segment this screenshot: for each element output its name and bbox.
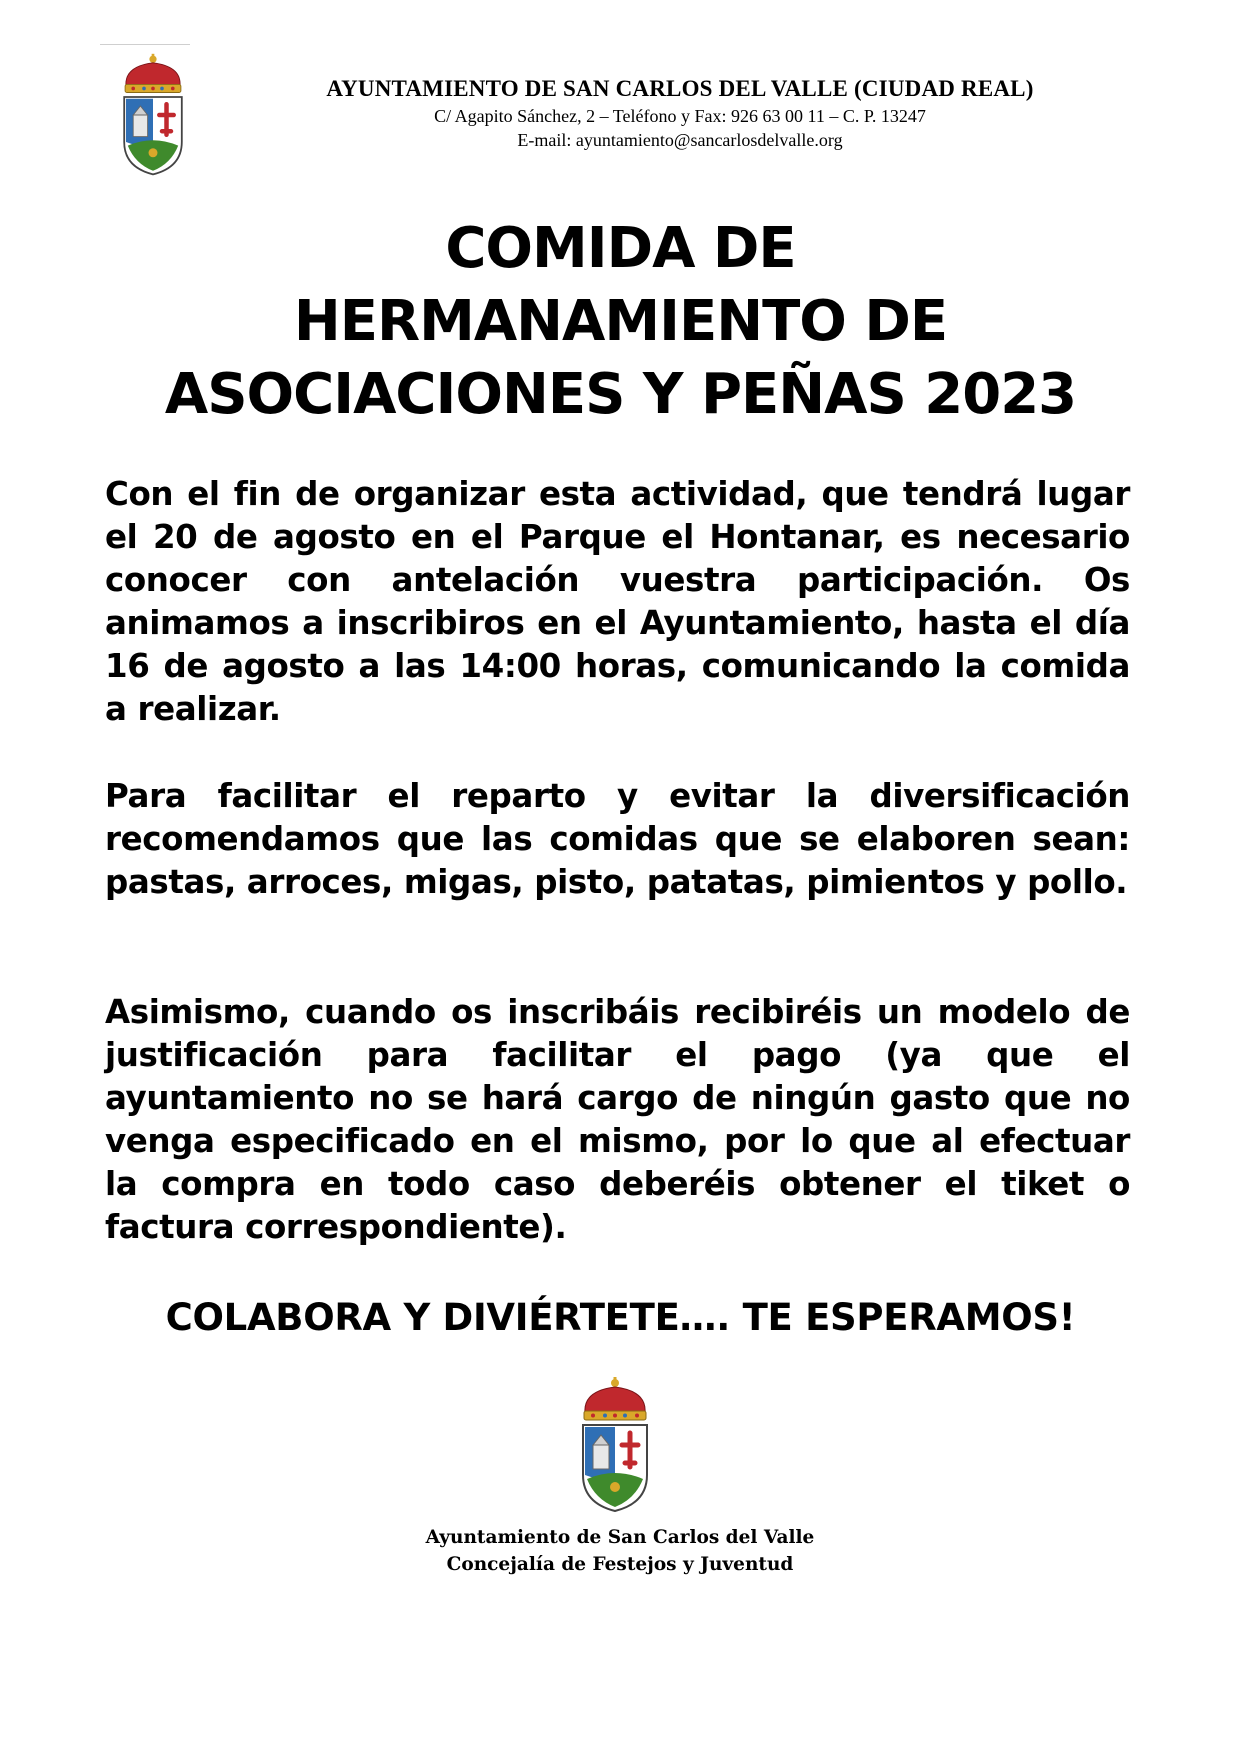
page-title — [80, 212, 1161, 431]
letterhead-title: AYUNTAMIENTO DE SAN CARLOS DEL VALLE (CIUDAD REAL) — [326, 76, 1034, 101]
letterhead-address: C/ Agapito Sánchez, 2 – Teléfono y Fax: 926 63 00 11 – C. P. 13247 — [434, 106, 926, 126]
footer-line-1: Ayuntamiento de San Carlos del Valle — [425, 1527, 815, 1548]
divider — [100, 44, 190, 45]
footer-signature — [320, 1524, 920, 1578]
paragraph-event-details: Con el fin de organizar esta actividad, que tendrá lugar el 20 de agosto en el Parque el Hontanar, es necesario conocer con antelación vuestra participación. Os animamos a inscribiros en el Ayuntamiento, hasta el día 16 de agosto a las 14:00 horas, comunicando la comida a realizar. — [105, 475, 1130, 728]
footer-line-2: Concejalía de Festejos y Juventud — [446, 1554, 794, 1575]
town-crest-icon — [117, 52, 189, 178]
paragraph-food-recommendations: Para facilitar el reparto y evitar la diversificación recomendamos que las comidas que se elaboren sean: pastas, arroces, migas, pisto, patatas, pimientos y pollo. — [105, 777, 1130, 901]
town-crest-icon — [575, 1375, 655, 1515]
letterhead — [240, 74, 1120, 152]
closing-slogan: COLABORA Y DIVIÉRTETE…. TE ESPERAMOS! — [165, 1296, 1076, 1339]
paragraph-payment-justification: Asimismo, cuando os inscribáis recibiréis un modelo de justificación para facilitar el pago (ya que el ayuntamiento no se hará cargo de ningún gasto que no venga especificado en el mismo, por lo que al efectuar la compra en todo caso deberéis obtener el tiket o factura correspondiente). — [105, 993, 1130, 1246]
page-title-line-3: ASOCIACIONES Y PEÑAS 2023 — [164, 362, 1077, 427]
page-title-line-1: COMIDA DE — [445, 216, 796, 281]
page-title-line-2: HERMANAMIENTO DE — [293, 289, 948, 354]
letterhead-email: E-mail: ayuntamiento@sancarlosdelvalle.org — [517, 130, 843, 150]
